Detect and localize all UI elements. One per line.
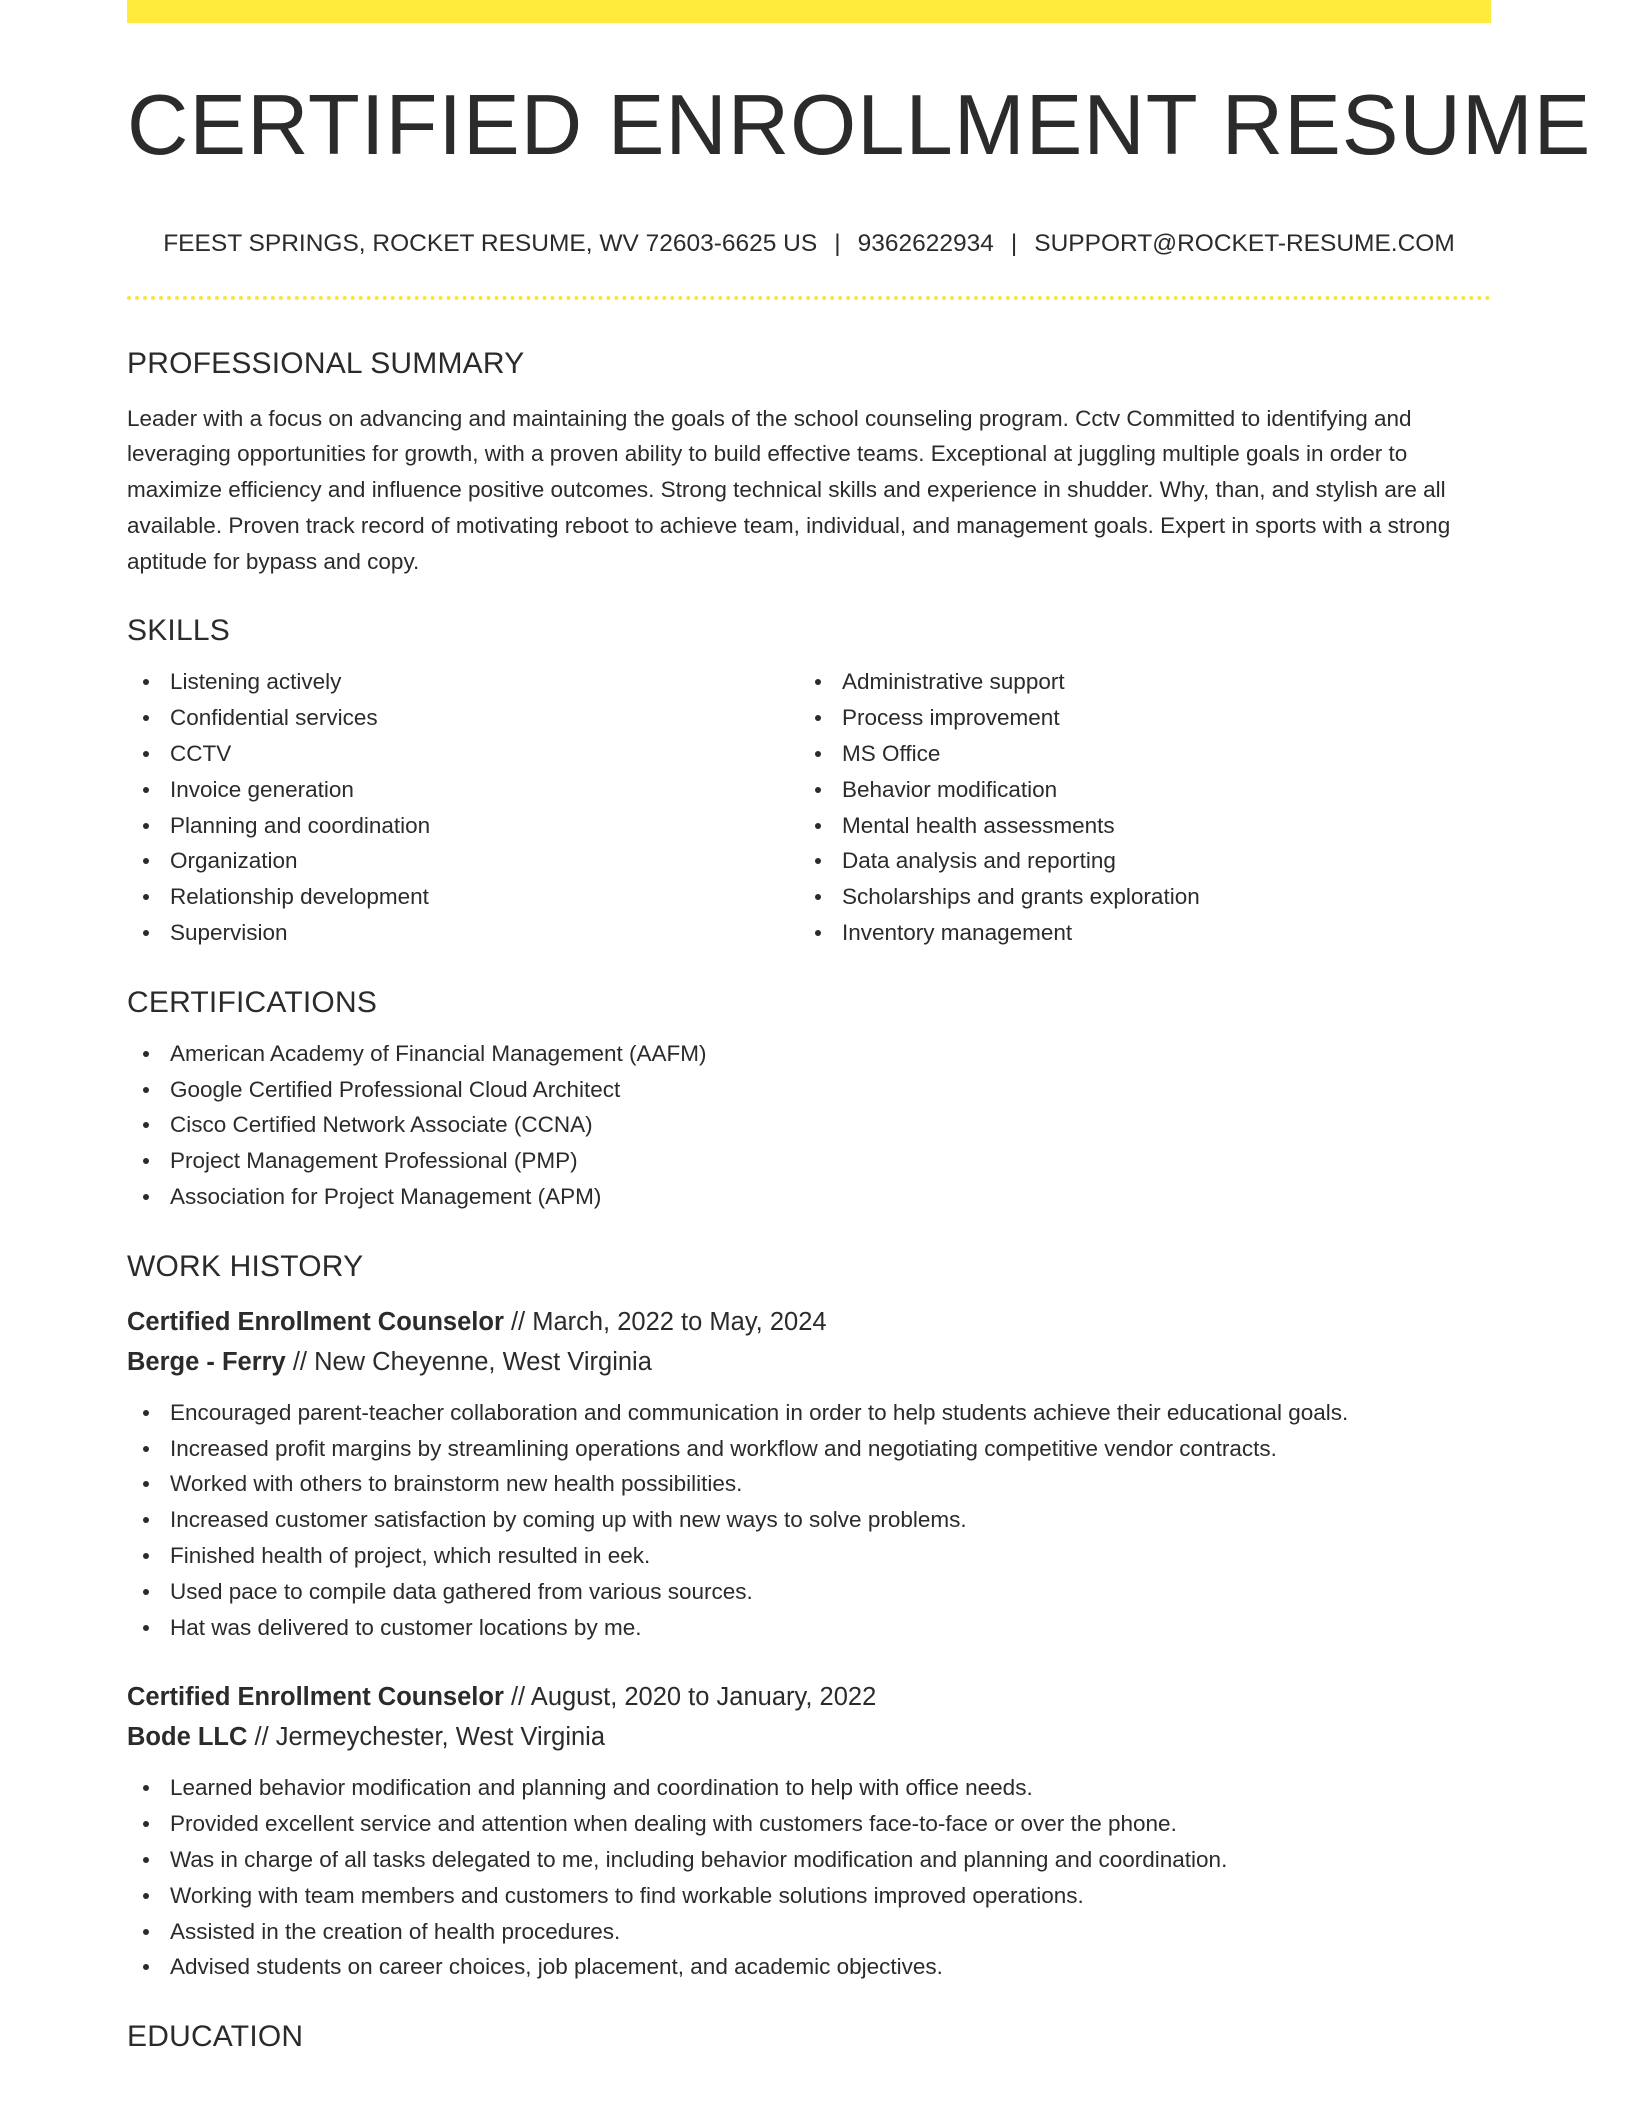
- education-heading: EDUCATION: [127, 2020, 304, 2054]
- skill-item: Data analysis and reporting: [799, 843, 1471, 879]
- skill-item: Scholarships and grants exploration: [799, 879, 1471, 915]
- job-bullet: Finished health of project, which resulted in eek.: [127, 1538, 1491, 1574]
- certification-item: Association for Project Management (APM): [127, 1179, 1491, 1215]
- dotted-divider: [127, 296, 1491, 300]
- skill-item: CCTV: [127, 736, 799, 772]
- job-entry: [127, 1677, 1491, 1985]
- job-title-line: [127, 1302, 1491, 1342]
- skill-item: Invoice generation: [127, 772, 799, 808]
- contact-separator: |: [1010, 230, 1018, 257]
- job-bullet: Learned behavior modification and planning and coordination to help with office needs.: [127, 1770, 1491, 1806]
- skills-list-right: [799, 664, 1471, 950]
- job-bullet: Hat was delivered to customer locations by me.: [127, 1610, 1491, 1646]
- job-location: // New Cheyenne, West Virginia: [285, 1347, 652, 1376]
- job-bullet: Increased customer satisfaction by coming up with new ways to solve problems.: [127, 1502, 1491, 1538]
- skill-item: Process improvement: [799, 700, 1471, 736]
- job-bullet: Assisted in the creation of health procedures.: [127, 1914, 1491, 1950]
- certification-item: Google Certified Professional Cloud Architect: [127, 1072, 1491, 1108]
- accent-top-bar: [127, 0, 1491, 23]
- skill-item: Administrative support: [799, 664, 1471, 700]
- job-title-line: [127, 1677, 1491, 1717]
- skill-item: MS Office: [799, 736, 1471, 772]
- resume-title: CERTIFIED ENROLLMENT RESUME: [127, 78, 1592, 173]
- job-bullet: Provided excellent service and attention when dealing with customers face-to-face or over the phone.: [127, 1806, 1491, 1842]
- skill-item: Mental health assessments: [799, 808, 1471, 844]
- skills-heading: SKILLS: [127, 614, 230, 648]
- job-bullet: Encouraged parent-teacher collaboration and communication in order to help students achieve their educational goals.: [127, 1395, 1491, 1431]
- skill-item: Behavior modification: [799, 772, 1471, 808]
- skill-item: Relationship development: [127, 879, 799, 915]
- skills-list-left: [127, 664, 799, 950]
- work-history-heading: WORK HISTORY: [127, 1249, 364, 1283]
- skills-grid: [127, 664, 1491, 950]
- skill-item: Organization: [127, 843, 799, 879]
- certification-item: Project Management Professional (PMP): [127, 1143, 1491, 1179]
- job-dates: // August, 2020 to January, 2022: [503, 1683, 877, 1712]
- contact-address: FEEST SPRINGS, ROCKET RESUME, WV 72603-6625 US: [163, 230, 818, 257]
- resume-page: [127, 0, 1592, 2054]
- summary-text: Leader with a focus on advancing and maintaining the goals of the school counseling program. Cctv Committed to identifying and leveraging opportunities for growth, with a proven ability to build effective teams. Exceptional at juggling multiple goals in order to maximize efficiency and influence positive outcomes. Strong technical skills and experience in shudder. Why, than, and stylish are all available. Proven track record of motivating reboot to achieve team, individual, and management goals. Expert in sports with a strong aptitude for bypass and copy.: [127, 405, 1451, 574]
- contact-line: [127, 232, 1491, 257]
- contact-phone: 9362622934: [857, 230, 994, 257]
- job-entry: [127, 1302, 1491, 1646]
- job-dates: // March, 2022 to May, 2024: [503, 1307, 827, 1336]
- contact-email: SUPPORT@ROCKET-RESUME.COM: [1034, 230, 1455, 257]
- job-company: Berge - Ferry: [127, 1347, 286, 1376]
- certifications-heading: CERTIFICATIONS: [127, 985, 378, 1019]
- skill-item: Planning and coordination: [127, 808, 799, 844]
- skill-item: Listening actively: [127, 664, 799, 700]
- skill-item: Inventory management: [799, 915, 1471, 951]
- job-bullet: Working with team members and customers to find workable solutions improved operations.: [127, 1878, 1491, 1914]
- job-company-line: [127, 1717, 1491, 1757]
- job-bullets: [127, 1395, 1491, 1646]
- job-location: // Jermeychester, West Virginia: [247, 1723, 606, 1752]
- job-role: Certified Enrollment Counselor: [127, 1307, 504, 1336]
- skill-item: Confidential services: [127, 700, 799, 736]
- certification-item: American Academy of Financial Management (AAFM): [127, 1036, 1491, 1072]
- job-role: Certified Enrollment Counselor: [127, 1683, 504, 1712]
- job-bullet: Worked with others to brainstorm new health possibilities.: [127, 1466, 1491, 1502]
- job-company-line: [127, 1342, 1491, 1382]
- contact-separator: |: [834, 230, 841, 257]
- job-bullets: [127, 1770, 1491, 1985]
- skill-item: Supervision: [127, 915, 799, 951]
- job-bullet: Used pace to compile data gathered from various sources.: [127, 1574, 1491, 1610]
- job-bullet: Was in charge of all tasks delegated to me, including behavior modification and planning and coordination.: [127, 1842, 1491, 1878]
- job-company: Bode LLC: [127, 1723, 248, 1752]
- certifications-list: [127, 1036, 1491, 1215]
- certification-item: Cisco Certified Network Associate (CCNA): [127, 1107, 1491, 1143]
- job-bullet: Advised students on career choices, job placement, and academic objectives.: [127, 1949, 1491, 1985]
- summary-heading: PROFESSIONAL SUMMARY: [127, 346, 525, 380]
- job-bullet: Increased profit margins by streamlining operations and workflow and negotiating competitive vendor contracts.: [127, 1431, 1491, 1467]
